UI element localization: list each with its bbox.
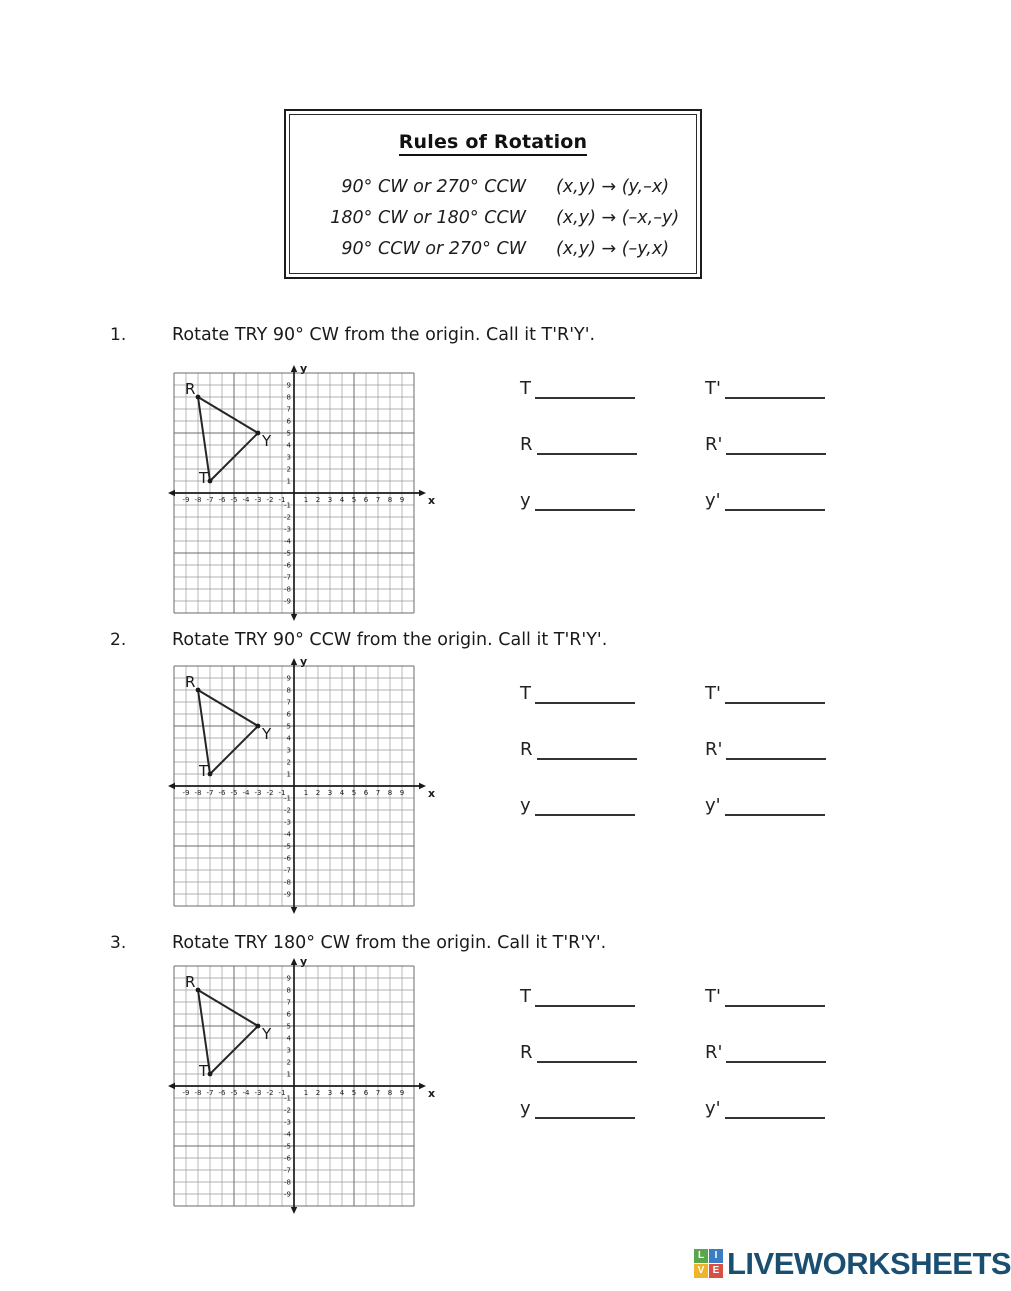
rules-title [290, 131, 696, 153]
answer-label: y' [705, 1098, 721, 1119]
svg-text:-6: -6 [284, 561, 291, 570]
problem-statement: Rotate TRY 180° CW from the origin. Call it T'R'Y'. [172, 933, 607, 953]
svg-text:R: R [185, 973, 196, 991]
svg-text:x: x [428, 1087, 436, 1100]
svg-text:1: 1 [286, 770, 291, 779]
svg-text:-1: -1 [278, 1089, 286, 1097]
rules-row-degrees: 90° CCW or 270° CW [341, 239, 526, 259]
svg-text:2: 2 [286, 1058, 291, 1067]
logo-cell-l: L [694, 1249, 708, 1263]
svg-text:7: 7 [286, 998, 291, 1007]
svg-text:9: 9 [286, 974, 291, 983]
svg-text:R: R [185, 673, 196, 691]
svg-text:8: 8 [286, 986, 291, 995]
svg-text:-6: -6 [218, 789, 226, 797]
problem-statement: Rotate TRY 90° CW from the origin. Call it T'R'Y'. [172, 325, 596, 345]
rules-rows [290, 177, 696, 270]
answer-label: R' [705, 739, 723, 760]
answer-blank-line[interactable] [725, 991, 825, 1007]
svg-text:8: 8 [387, 789, 393, 797]
svg-text:-7: -7 [206, 496, 214, 504]
svg-text:7: 7 [286, 405, 291, 414]
answer-label: T [520, 986, 531, 1007]
answer-label: R' [705, 1042, 723, 1063]
svg-text:4: 4 [286, 441, 291, 450]
svg-text:9: 9 [399, 789, 405, 797]
svg-text:-3: -3 [284, 1118, 291, 1127]
answer-row [520, 797, 940, 853]
svg-text:5: 5 [286, 429, 291, 438]
answer-item[interactable] [520, 741, 637, 760]
svg-text:R: R [185, 380, 196, 398]
svg-text:1: 1 [303, 1089, 309, 1097]
answer-item[interactable] [520, 380, 635, 399]
svg-text:-5: -5 [230, 496, 238, 504]
svg-text:4: 4 [339, 789, 345, 797]
svg-text:2: 2 [286, 465, 291, 474]
svg-text:-7: -7 [206, 1089, 214, 1097]
svg-text:-8: -8 [194, 789, 202, 797]
svg-text:3: 3 [286, 1046, 291, 1055]
answer-label: T [520, 683, 531, 704]
svg-text:-2: -2 [284, 513, 291, 522]
svg-text:y: y [300, 362, 308, 375]
rules-box-inner-border [289, 114, 697, 274]
svg-text:-7: -7 [284, 866, 291, 875]
svg-text:-3: -3 [284, 818, 291, 827]
svg-text:5: 5 [286, 722, 291, 731]
answer-row [520, 1100, 940, 1156]
answer-blank-line[interactable] [726, 439, 826, 455]
rules-row [290, 239, 696, 270]
svg-text:T: T [199, 1062, 209, 1080]
answer-item[interactable] [705, 988, 825, 1007]
svg-text:8: 8 [387, 496, 393, 504]
svg-text:-7: -7 [284, 573, 291, 582]
answer-label: y' [705, 490, 721, 511]
svg-text:2: 2 [315, 496, 321, 504]
svg-text:-8: -8 [194, 496, 202, 504]
svg-text:-1: -1 [278, 789, 286, 797]
svg-text:3: 3 [286, 746, 291, 755]
svg-text:2: 2 [286, 758, 291, 767]
rules-row [290, 208, 696, 239]
answer-blanks-3 [520, 988, 940, 1156]
rules-row [290, 177, 696, 208]
svg-text:-4: -4 [242, 496, 250, 504]
rules-of-rotation-box [284, 109, 702, 279]
svg-text:-4: -4 [284, 537, 291, 546]
svg-text:6: 6 [363, 496, 369, 504]
answer-label: T' [705, 986, 721, 1007]
answer-label: y [520, 795, 531, 816]
rules-row-degrees: 90° CW or 270° CCW [341, 177, 526, 197]
svg-text:-8: -8 [284, 1178, 291, 1187]
problem-number: 1. [110, 325, 127, 345]
svg-text:7: 7 [375, 496, 381, 504]
svg-text:-9: -9 [284, 597, 291, 606]
answer-row [520, 741, 940, 797]
answer-blank-line[interactable] [537, 439, 637, 455]
problem-number: 3. [110, 933, 127, 953]
svg-text:8: 8 [387, 1089, 393, 1097]
svg-text:6: 6 [363, 1089, 369, 1097]
answer-blank-line[interactable] [535, 495, 635, 511]
answer-item[interactable] [705, 1100, 825, 1119]
answer-label: y [520, 490, 531, 511]
answer-item[interactable] [705, 436, 826, 455]
answer-item[interactable] [705, 492, 825, 511]
svg-text:5: 5 [351, 496, 357, 504]
answer-row [520, 380, 940, 436]
answer-item[interactable] [520, 1044, 637, 1063]
answer-label: y' [705, 795, 721, 816]
answer-item[interactable] [520, 797, 635, 816]
svg-text:-7: -7 [206, 789, 214, 797]
svg-text:-1: -1 [278, 496, 286, 504]
svg-text:9: 9 [286, 674, 291, 683]
svg-text:2: 2 [315, 789, 321, 797]
svg-text:-2: -2 [266, 1089, 274, 1097]
answer-blank-line[interactable] [725, 495, 825, 511]
svg-text:y: y [300, 955, 308, 968]
svg-text:7: 7 [286, 698, 291, 707]
svg-text:Y: Y [262, 432, 272, 450]
svg-text:-3: -3 [284, 525, 291, 534]
answer-blank-line[interactable] [535, 991, 635, 1007]
answer-item[interactable] [705, 380, 825, 399]
svg-text:6: 6 [286, 1010, 291, 1019]
svg-text:4: 4 [286, 734, 291, 743]
svg-text:-5: -5 [230, 1089, 238, 1097]
answer-label: R [520, 434, 533, 455]
answer-label: R [520, 739, 533, 760]
svg-text:-8: -8 [284, 878, 291, 887]
answer-blank-line[interactable] [535, 800, 635, 816]
svg-text:-3: -3 [254, 789, 262, 797]
answer-blanks-1 [520, 380, 940, 548]
svg-text:3: 3 [327, 496, 333, 504]
svg-text:4: 4 [339, 496, 345, 504]
svg-text:1: 1 [286, 1070, 291, 1079]
problem-statement: Rotate TRY 90° CCW from the origin. Call it T'R'Y'. [172, 630, 608, 650]
answer-row [520, 492, 940, 548]
answer-item[interactable] [520, 492, 635, 511]
answer-item[interactable] [705, 797, 825, 816]
answer-item[interactable] [520, 685, 635, 704]
svg-text:-1: -1 [284, 501, 291, 510]
svg-text:6: 6 [363, 789, 369, 797]
svg-text:9: 9 [399, 1089, 405, 1097]
logo-cell-i: I [709, 1249, 723, 1263]
answer-item[interactable] [520, 988, 635, 1007]
svg-text:5: 5 [351, 789, 357, 797]
liveworksheets-wordmark: LIVEWORKSHEETS [727, 1246, 1011, 1281]
svg-text:-6: -6 [284, 854, 291, 863]
rules-title-text: Rules of Rotation [399, 131, 588, 156]
answer-row [520, 988, 940, 1044]
answer-blank-line[interactable] [726, 1047, 826, 1063]
svg-text:-2: -2 [266, 496, 274, 504]
svg-text:Y: Y [262, 1025, 272, 1043]
svg-text:x: x [428, 494, 436, 507]
svg-text:7: 7 [375, 1089, 381, 1097]
svg-text:-7: -7 [284, 1166, 291, 1175]
answer-item[interactable] [705, 685, 825, 704]
answer-blank-line[interactable] [535, 1103, 635, 1119]
svg-text:5: 5 [351, 1089, 357, 1097]
svg-text:x: x [428, 787, 436, 800]
answer-blank-line[interactable] [537, 744, 637, 760]
svg-text:-2: -2 [284, 806, 291, 815]
answer-label: T' [705, 378, 721, 399]
svg-text:3: 3 [327, 1089, 333, 1097]
rules-row-mapping: (x,y) → (–y,x) [556, 239, 670, 259]
coordinate-grid-1[interactable] [170, 362, 436, 621]
svg-text:1: 1 [286, 477, 291, 486]
answer-blank-line[interactable] [725, 1103, 825, 1119]
answer-label: T' [705, 683, 721, 704]
svg-text:-1: -1 [284, 794, 291, 803]
svg-text:-4: -4 [242, 789, 250, 797]
svg-text:9: 9 [399, 496, 405, 504]
svg-text:-5: -5 [230, 789, 238, 797]
svg-text:-5: -5 [284, 549, 291, 558]
answer-blank-line[interactable] [535, 688, 635, 704]
answer-blank-line[interactable] [535, 383, 635, 399]
svg-text:-3: -3 [254, 496, 262, 504]
svg-text:4: 4 [286, 1034, 291, 1043]
liveworksheets-logo[interactable] [694, 1248, 1011, 1279]
svg-text:-2: -2 [284, 1106, 291, 1115]
svg-text:-8: -8 [194, 1089, 202, 1097]
svg-text:-4: -4 [242, 1089, 250, 1097]
svg-text:8: 8 [286, 686, 291, 695]
svg-text:-6: -6 [284, 1154, 291, 1163]
answer-row [520, 436, 940, 492]
answer-blanks-2 [520, 685, 940, 853]
liveworksheets-logo-icon [694, 1249, 723, 1278]
rules-row-mapping: (x,y) → (y,–x) [556, 177, 670, 197]
logo-cell-e: E [709, 1264, 723, 1278]
svg-text:Y: Y [262, 725, 272, 743]
svg-text:-6: -6 [218, 1089, 226, 1097]
coordinate-grid-3[interactable] [170, 955, 436, 1214]
answer-blank-line[interactable] [725, 688, 825, 704]
answer-blank-line[interactable] [726, 744, 826, 760]
svg-text:-9: -9 [284, 1190, 291, 1199]
svg-text:-9: -9 [182, 1089, 190, 1097]
rules-row-degrees: 180° CW or 180° CCW [330, 208, 526, 228]
answer-item[interactable] [705, 1044, 826, 1063]
svg-text:-5: -5 [284, 842, 291, 851]
svg-text:6: 6 [286, 417, 291, 426]
answer-label: R' [705, 434, 723, 455]
svg-text:-4: -4 [284, 1130, 291, 1139]
answer-row [520, 685, 940, 741]
answer-item[interactable] [705, 741, 826, 760]
svg-text:-8: -8 [284, 585, 291, 594]
answer-blank-line[interactable] [725, 383, 825, 399]
svg-text:-4: -4 [284, 830, 291, 839]
answer-label: R [520, 1042, 533, 1063]
svg-text:T: T [199, 762, 209, 780]
svg-text:-9: -9 [284, 890, 291, 899]
answer-label: y [520, 1098, 531, 1119]
answer-label: T [520, 378, 531, 399]
svg-text:-5: -5 [284, 1142, 291, 1151]
rules-row-mapping: (x,y) → (–x,–y) [556, 208, 680, 228]
problem-number: 2. [110, 630, 127, 650]
svg-text:6: 6 [286, 710, 291, 719]
svg-text:4: 4 [339, 1089, 345, 1097]
answer-item[interactable] [520, 1100, 635, 1119]
answer-item[interactable] [520, 436, 637, 455]
svg-text:-1: -1 [284, 1094, 291, 1103]
svg-text:-6: -6 [218, 496, 226, 504]
svg-text:-9: -9 [182, 789, 190, 797]
logo-cell-v: V [694, 1264, 708, 1278]
svg-text:T: T [199, 469, 209, 487]
coordinate-grid-2[interactable] [170, 655, 436, 914]
svg-text:5: 5 [286, 1022, 291, 1031]
svg-text:1: 1 [303, 789, 309, 797]
svg-text:7: 7 [375, 789, 381, 797]
svg-text:3: 3 [286, 453, 291, 462]
svg-text:8: 8 [286, 393, 291, 402]
answer-blank-line[interactable] [725, 800, 825, 816]
svg-text:y: y [300, 655, 308, 668]
answer-blank-line[interactable] [537, 1047, 637, 1063]
svg-text:2: 2 [315, 1089, 321, 1097]
svg-text:9: 9 [286, 381, 291, 390]
answer-row [520, 1044, 940, 1100]
svg-text:-2: -2 [266, 789, 274, 797]
svg-text:-3: -3 [254, 1089, 262, 1097]
svg-text:1: 1 [303, 496, 309, 504]
svg-text:3: 3 [327, 789, 333, 797]
svg-text:-9: -9 [182, 496, 190, 504]
